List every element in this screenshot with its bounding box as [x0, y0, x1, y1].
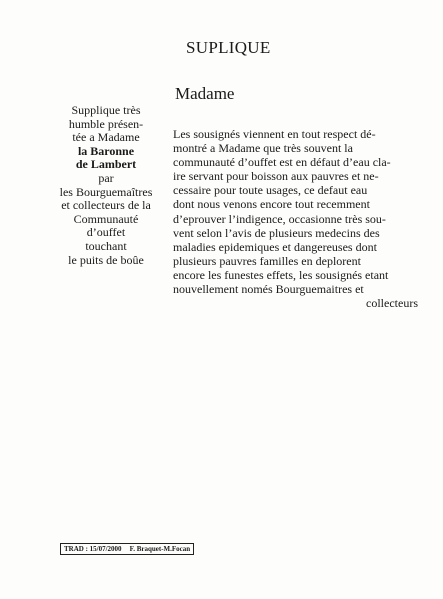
margin-note-line: et collecteurs de la — [61, 198, 151, 213]
margin-note-line: tée a Madame — [72, 130, 140, 145]
letter-line: cessaire pour toute usages, ce defaut eau — [173, 183, 368, 198]
letter-line: communauté d’ouffet est en défaut d’eau cla- — [173, 155, 391, 170]
margin-note-line: le puits de boûe — [68, 252, 144, 267]
letter-line: dont nous venons encore tout recemment — [173, 197, 370, 212]
letter-line: maladies epidemiques et dangereuses dont — [173, 239, 377, 254]
margin-note — [46, 104, 166, 267]
margin-note-line: les Bourguemaîtres — [59, 184, 153, 199]
margin-note-line: Supplique très — [71, 103, 141, 117]
letter-line: d’eprouver l’indigence, occasionne très sou- — [173, 211, 386, 226]
letter-line: ire servant pour boisson aux pauvres et ne- — [173, 169, 379, 184]
margin-note-line: humble présen- — [68, 116, 144, 131]
letter-line: collecteurs — [366, 296, 418, 311]
letter-line: nouvellement només Bourguemaitres et — [173, 282, 364, 297]
margin-note-line: la Baronne — [77, 143, 135, 158]
margin-note-line: Communauté — [73, 211, 139, 226]
margin-note-line: de Lambert — [75, 157, 137, 172]
margin-note-line: d’ouffet — [86, 225, 126, 240]
translation-authors: F. Braquet-M.Focan — [129, 545, 191, 553]
margin-note-line: par — [98, 170, 114, 185]
translation-date: TRAD : 15/07/2000 — [64, 545, 122, 553]
letter-line: montré a Madame que très souvent la — [173, 141, 353, 156]
margin-note-line: touchant — [85, 238, 127, 253]
letter-line: vent selon l’avis de plusieurs medecins des — [173, 225, 380, 240]
letter-line: encore les funestes effets, les sousignés etant — [173, 267, 389, 282]
salutation: Madame — [175, 84, 235, 103]
page-title: SUPLIQUE — [186, 38, 271, 57]
letter-body — [173, 127, 418, 310]
letter-line: plusieurs pauvres familles en deplorent — [173, 253, 361, 268]
translation-footer — [60, 543, 194, 555]
letter-line: Les sousignés viennent en tout respect dé- — [173, 127, 376, 141]
